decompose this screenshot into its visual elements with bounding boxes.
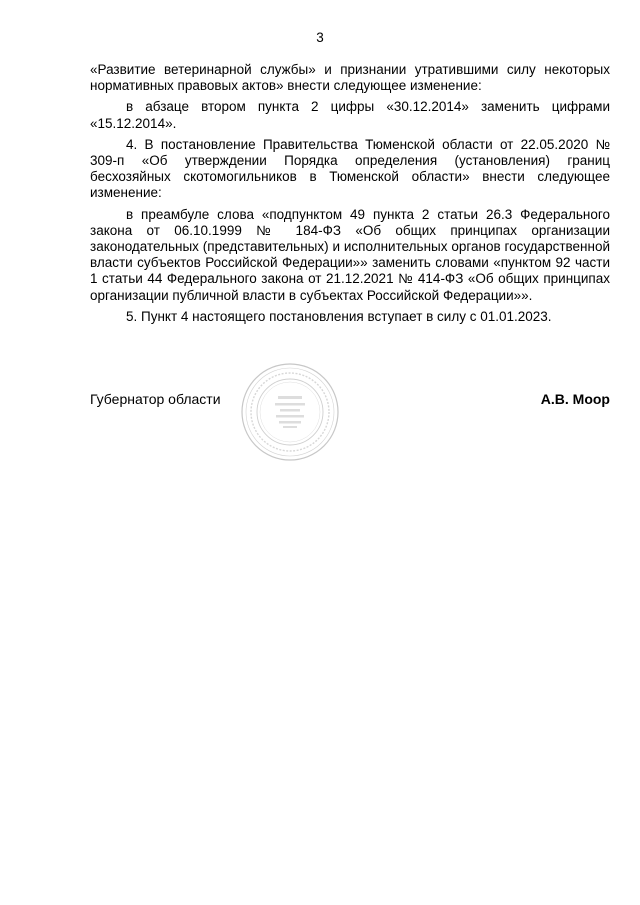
paragraph-continuation: «Развитие ветеринарной службы» и признании утратившими силу некоторых нормативных правовых актов» внести следующее изменение:	[90, 62, 610, 94]
document-body	[90, 62, 610, 330]
official-seal-stamp	[240, 362, 340, 462]
paragraph: в абзаце втором пункта 2 цифры «30.12.2014» заменить цифрами «15.12.2014».	[90, 99, 610, 131]
page-number: 3	[316, 30, 324, 45]
signatory-title: Губернатор области	[90, 391, 221, 407]
signatory-name: А.В. Моор	[540, 391, 610, 407]
paragraph: в преамбуле слова «подпунктом 49 пункта 2 статьи 26.3 Федерального закона от 06.10.1999 № 184-ФЗ «Об общих принципах организации законодательных (представительных) и исполнительных органов государственной власти субъектов Российской Федерации»» заменить словами «пунктом 92 части 1 статьи 44 Федерального закона от 21.12.2021 № 414-ФЗ «Об общих принципах организации публичной власти в субъектах Российской Федерации»».	[90, 206, 610, 303]
paragraph: 5. Пункт 4 настоящего постановления вступает в силу с 01.01.2023.	[126, 308, 552, 324]
paragraph: 4. В постановление Правительства Тюменской области от 22.05.2020 № 309-п «Об утверждении Порядка определения (установления) границ бесхозяйных скотомогильников в Тюменской области» внести следующее изменение:	[90, 136, 610, 201]
